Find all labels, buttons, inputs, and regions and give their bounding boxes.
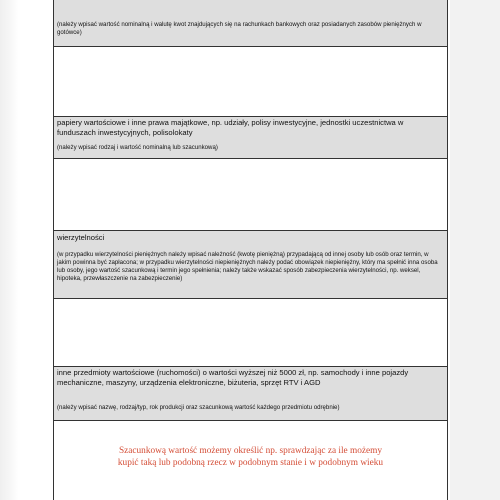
valuables-heading: inne przedmioty wartościowe (ruchomości) o wartości wyższej niż 5000 zł, np. samochody i inne pojazdy mechaniczne, maszyny, urządzenia elektroniczne, biżuteria, sprzęt RTV i AGD xyxy=(57,368,409,387)
cash-entry-field[interactable] xyxy=(54,46,447,116)
valuables-note: (należy wpisać nazwę, rodzaj/typ, rok produkcji oraz szacunkową wartość każdego przedmiotu odrębnie) xyxy=(57,404,340,411)
securities-heading: papiery wartościowe i inne prawa majątkowe, np. udziały, polisy inwestycyjne, jednostki uczestnictwa w funduszach inwestycyjnych, polisolokaty xyxy=(57,118,404,137)
valuation-hint-line-1: Szacunkową wartość możemy określić np. sprawdzając za ile możemy xyxy=(118,446,383,456)
cash-instructions-cell xyxy=(54,0,447,46)
valuation-hint xyxy=(54,445,447,469)
scan-margin-right xyxy=(450,0,500,500)
securities-instructions-cell xyxy=(54,116,447,158)
valuation-hint-line-2: kupić taką lub podobną rzecz w podobnym stanie i w podobnym wieku xyxy=(117,458,384,468)
receivables-heading: wierzytelności xyxy=(57,233,105,242)
receivables-instructions-cell xyxy=(54,230,447,298)
receivables-entry-field[interactable] xyxy=(54,298,447,366)
cash-note: (należy wpisać wartość nominalną i walutę kwot znajdujących się na rachunkach bankowych oraz posiadanych zasobów pieniężnych w gotówce) xyxy=(57,21,422,36)
valuables-instructions-cell xyxy=(54,366,447,420)
securities-entry-field[interactable] xyxy=(54,158,447,230)
securities-note: (należy wpisać rodzaj i wartość nominalną lub szacunkową) xyxy=(57,144,218,151)
asset-declaration-table xyxy=(53,0,448,500)
receivables-note: (w przypadku wierzytelności pieniężnych należy wpisać należność (kwotę pieniężną) przypadającą od innej osoby lub osób oraz termin, w jakim powinna być zapłacona; w przypadku wierzytelności niepieniężnych należy podać obowiązek niepieniężny, który ma spełnić inna osoba lub osoby, jego wartość szacunkową i termin jego spełnienia; należy także wskazać sposób zabezpieczenia wierzytelności, np. weksel, hipoteka, przewłaszczenie na zabezpieczenie) xyxy=(57,251,438,282)
scan-margin-left xyxy=(0,0,18,500)
